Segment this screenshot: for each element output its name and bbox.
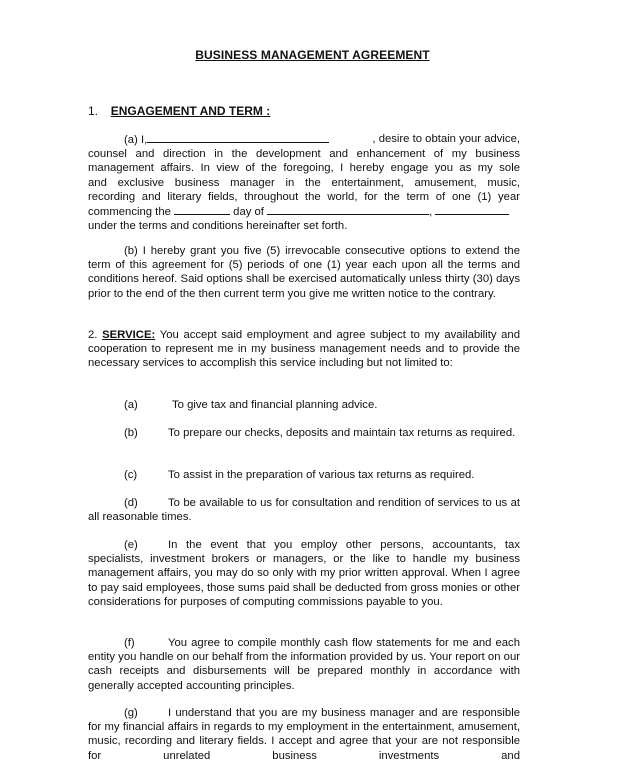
clause-1a-line1-end: , desire to obtain your advice, [372, 133, 520, 145]
section-1-heading [88, 104, 520, 118]
list-item [88, 468, 520, 482]
clause-1a-line3: management affairs. In view of the foregoing, I hereby engage you as my sole [88, 162, 520, 175]
section-2-title: SERVICE: [102, 329, 156, 341]
clause-1b-text: (b) I hereby grant you five (5) irrevocable consecutive options to extend the term of this agreement for (5) periods of one (1) year each upon all the terms and conditions hereof. Said options shall be exercised automatically unless thirty (30) days prior to the end of the then current term you give me written notice to the contrary. [88, 245, 520, 300]
item-f-label: (f) [124, 637, 135, 649]
list-item [88, 398, 520, 412]
item-a-text: To give tax and financial planning advice. [172, 399, 378, 411]
item-b-label: (b) [124, 427, 138, 439]
section-1-number: 1. [88, 104, 99, 118]
clause-1a-day-of: day of [233, 206, 264, 219]
list-item [88, 706, 520, 763]
item-d-text: To be available to us for consultation and rendition of services to us at all reasonable times. [88, 497, 520, 524]
item-g-text: I understand that you are my business manager and are responsible for my financial affairs in regards to my employment in the entertainment, amusement, music, recording and literary fields. I accept and agree that your are not responsible for unrelated business investments and [88, 707, 520, 762]
clause-1a-commencing: commencing the [88, 206, 171, 219]
list-item [88, 496, 520, 524]
clause-1a-line2: counsel and direction in the development and enhancement of my business [88, 148, 520, 161]
clause-1a-line5: recording and literary fields, throughout the world, for the term of one (1) year [88, 190, 520, 203]
list-item [88, 636, 520, 693]
year-blank[interactable] [435, 204, 509, 215]
item-a-label: (a) [124, 399, 138, 411]
item-e-text: In the event that you employ other persons, accountants, tax specialists, investment brokers or managers, or the like to handle my business management affairs, you may do so only with my prior written approval. When I agree to pay said employees, those sums paid shall be deducted from gross monies or other considerations for purposes of computing commissions payable to you. [88, 539, 520, 608]
day-blank[interactable] [174, 204, 230, 215]
item-f-text: You agree to compile monthly cash flow statements for me and each entity you handle on our behalf from the information provided by us. Your report on our cash receipts and disbursements will be prepared monthly in accordance with generally accepted accounting principles. [88, 637, 520, 692]
item-b-text: To prepare our checks, deposits and maintain tax returns as required. [168, 427, 516, 439]
section-1a-paragraph [88, 132, 520, 233]
month-blank[interactable] [267, 204, 429, 215]
item-c-label: (c) [124, 469, 138, 481]
list-item [88, 426, 520, 440]
clause-1a-line7: under the terms and conditions hereinafter set forth. [88, 220, 348, 233]
item-g-label: (g) [124, 707, 138, 719]
clause-1a-comma: , [429, 206, 433, 219]
clause-1a-label: (a) I, [124, 134, 148, 146]
item-c-text: To assist in the preparation of various tax returns as required. [168, 469, 475, 481]
clause-1a-line4: and exclusive business manager in the entertainment, amusement, music, [88, 176, 520, 189]
document-title: BUSINESS MANAGEMENT AGREEMENT [195, 48, 430, 62]
name-blank[interactable] [147, 132, 329, 143]
section-1b-paragraph [88, 244, 520, 301]
item-e-label: (e) [124, 539, 138, 551]
list-item [88, 538, 520, 609]
item-d-label: (d) [124, 497, 138, 509]
section-2-number: 2. [88, 329, 98, 341]
section-1-title: ENGAGEMENT AND TERM : [110, 104, 271, 118]
section-2-paragraph [88, 328, 520, 371]
section-2-intro: You accept said employment and agree subject to my availability and cooperation to represent me in my business management needs and to provide the necessary services to accomplish this service including but not limited to: [88, 329, 520, 370]
